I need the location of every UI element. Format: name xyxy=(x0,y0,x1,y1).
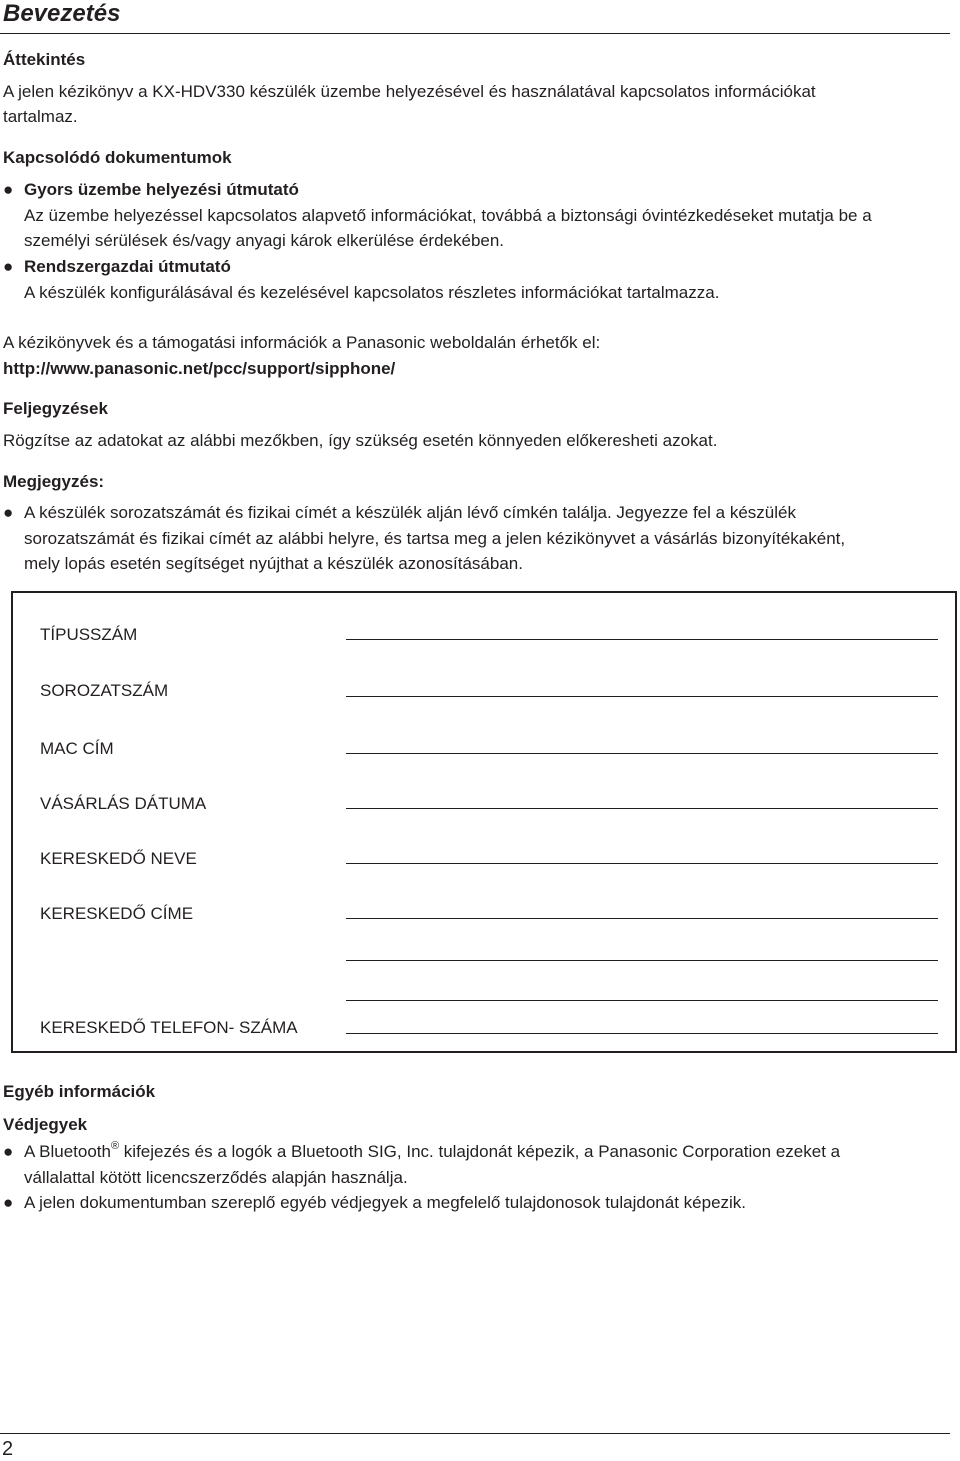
bullet-icon: ● xyxy=(3,180,14,199)
trademark-text-line1 xyxy=(24,1139,840,1165)
web-info-text: A kézikönyvek és a támogatási információk a Panasonic weboldalán érhetők el: xyxy=(3,333,601,352)
dealer-phone-line[interactable] xyxy=(346,1033,938,1034)
bluetooth-pre: A Bluetooth xyxy=(24,1142,111,1161)
overview-heading: Áttekintés xyxy=(3,50,86,69)
dealer-address-line[interactable] xyxy=(346,918,938,919)
page-title: Bevezetés xyxy=(3,0,121,27)
note-heading: Megjegyzés: xyxy=(3,472,105,491)
bluetooth-post: kifejezés és a logók a Bluetooth SIG, Inc. tulajdonát képezik, a Panasonic Corporation ezeket a xyxy=(119,1142,841,1161)
serial-number-line[interactable] xyxy=(346,696,938,697)
dealer-phone-label: KERESKEDŐ TELEFON- SZÁMA xyxy=(40,1018,298,1037)
records-text: Rögzítse az adatokat az alábbi mezőkben, így szükség esetén könnyeden előkeresheti azokat. xyxy=(3,431,718,450)
bullet-icon: ● xyxy=(3,257,14,276)
dealer-address-line-3[interactable] xyxy=(346,1000,938,1001)
dealer-name-label: KERESKEDŐ NEVE xyxy=(40,849,197,868)
purchase-date-label: VÁSÁRLÁS DÁTUMA xyxy=(40,794,207,813)
related-doc-title: Rendszergazdai útmutató xyxy=(24,257,231,276)
note-text-line2: sorozatszámát és fizikai címét az alábbi helyre, és tartsa meg a jelen kézikönyvet a vásárlás bizonyítékaként, xyxy=(24,529,846,548)
records-heading: Feljegyzések xyxy=(3,399,108,418)
trademark-text-line2: vállalattal kötött licencszerződés alapján használja. xyxy=(24,1168,408,1187)
serial-number-label: SOROZATSZÁM xyxy=(40,681,169,700)
dealer-address-label: KERESKEDŐ CÍME xyxy=(40,904,194,923)
footer-divider xyxy=(0,1433,950,1434)
other-info-heading: Egyéb információk xyxy=(3,1082,156,1101)
record-form-box xyxy=(11,591,957,1053)
registered-mark: ® xyxy=(110,1140,120,1152)
model-number-label: TÍPUSSZÁM xyxy=(40,625,138,644)
page-number: 2 xyxy=(2,1438,14,1460)
related-doc-desc-line1: Az üzembe helyezéssel kapcsolatos alapvető információkat, továbbá a biztonsági óvintézkedéseket mutatja be a xyxy=(24,206,872,225)
dealer-address-line-2[interactable] xyxy=(346,960,938,961)
related-doc-desc-line1: A készülék konfigurálásával és kezelésével kapcsolatos részletes információkat tartalmazza. xyxy=(24,283,720,302)
note-text-line1: A készülék sorozatszámát és fizikai címét a készülék alján lévő címkén találja. Jegyezze fel a készülék xyxy=(24,503,796,522)
related-docs-heading: Kapcsolódó dokumentumok xyxy=(3,148,232,167)
overview-text-line2: tartalmaz. xyxy=(3,107,78,126)
mac-address-label: MAC CÍM xyxy=(40,739,114,758)
support-url: http://www.panasonic.net/pcc/support/sipphone/ xyxy=(3,359,396,378)
purchase-date-line[interactable] xyxy=(346,808,938,809)
related-doc-title: Gyors üzembe helyezési útmutató xyxy=(24,180,299,199)
mac-address-line[interactable] xyxy=(346,753,938,754)
trademark-text: A jelen dokumentumban szereplő egyéb védjegyek a megfelelő tulajdonosok tulajdonát képezik. xyxy=(24,1193,747,1212)
overview-text-line1: A jelen kézikönyv a KX-HDV330 készülék üzembe helyezésével és használatával kapcsolatos információkat xyxy=(3,82,816,101)
dealer-name-line[interactable] xyxy=(346,863,938,864)
trademarks-heading: Védjegyek xyxy=(3,1115,88,1134)
model-number-line[interactable] xyxy=(346,639,938,640)
related-doc-desc-line2: személyi sérülések és/vagy anyagi károk elkerülése érdekében. xyxy=(24,231,505,250)
note-text-line3: mely lopás esetén segítséget nyújthat a készülék azonosításában. xyxy=(24,554,523,573)
bullet-icon: ● xyxy=(3,1193,14,1212)
bullet-icon: ● xyxy=(3,503,14,522)
title-divider xyxy=(0,33,950,34)
bullet-icon: ● xyxy=(3,1142,14,1161)
